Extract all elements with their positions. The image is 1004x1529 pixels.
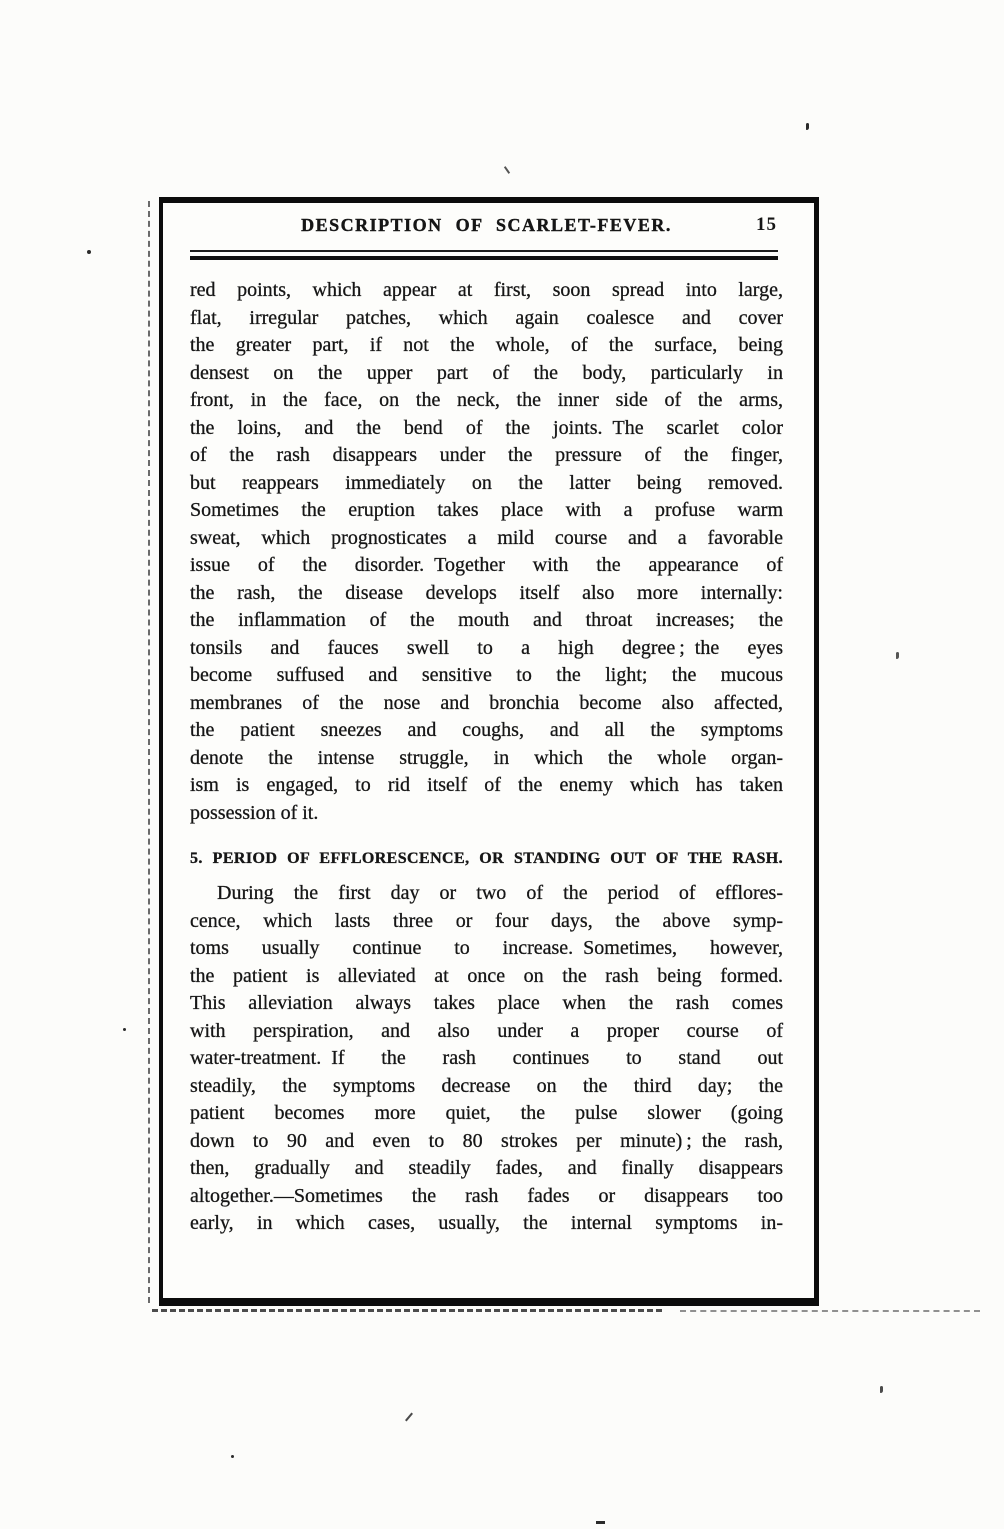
text-line: the inflammation of the mouth and throat increases; the	[190, 609, 783, 631]
section-heading: 5. PERIOD OF EFFLORESCENCE, OR STANDING OUT OF THE RASH.	[190, 850, 783, 867]
scan-speck	[596, 1521, 605, 1524]
scan-speck	[231, 1455, 234, 1458]
scan-speck	[87, 250, 91, 254]
text-line: ism is engaged, to rid itself of the enemy which has taken	[190, 774, 783, 796]
text-line: densest on the upper part of the body, particularly in	[190, 361, 783, 384]
text-line: the patient sneezes and coughs, and all the symptoms	[190, 719, 783, 741]
text-line: toms usually continue to increase. Sometimes, however,	[190, 937, 783, 959]
text-line: but reappears immediately on the latter being removed.	[190, 471, 783, 494]
text-line: Sometimes the eruption takes place with a profuse warm	[190, 499, 783, 521]
text-line: steadily, the symptoms decrease on the third day; the	[190, 1074, 783, 1097]
scan-speck	[405, 1413, 413, 1422]
text-line: cence, which lasts three or four days, the above symp-	[190, 909, 783, 932]
text-line: the greater part, if not the whole, of the surface, being	[190, 334, 783, 356]
text-line: issue of the disorder. Together with the appearance of	[190, 554, 783, 576]
text-line: tonsils and fauces swell to a high degree ; the eyes	[190, 636, 783, 659]
scan-speck	[896, 652, 899, 659]
text-line: denote the intense struggle, in which the whole organ-	[190, 746, 783, 769]
text-line: of the rash disappears under the pressure of the finger,	[190, 444, 783, 466]
scan-edge-line-left	[148, 201, 150, 1303]
page-number: 15	[756, 214, 777, 235]
scan-speck	[880, 1386, 883, 1393]
text-line: down to 90 and even to 80 strokes per minute) ; the rash,	[190, 1129, 783, 1152]
text-line: early, in which cases, usually, the internal symptoms in-	[190, 1212, 783, 1234]
running-header-title: DESCRIPTION OF SCARLET-FEVER.	[301, 215, 672, 235]
running-header	[190, 215, 783, 245]
text-line: This alleviation always takes place when the rash comes	[190, 992, 783, 1014]
scan-edge-line-bottom-2	[680, 1310, 980, 1312]
text-line: possession of it.	[190, 801, 319, 824]
text-line: During the first day or two of the period of efflores-	[217, 882, 783, 904]
text-line: become suffused and sensitive to the light; the mucous	[190, 664, 783, 686]
scan-speck	[504, 166, 510, 174]
text-line: the loins, and the bend of the joints. The scarlet color	[190, 416, 783, 439]
scan-edge-line-bottom	[152, 1309, 662, 1312]
paragraph-2	[190, 880, 783, 1238]
text-line: then, gradually and steadily fades, and finally disappears	[190, 1157, 783, 1179]
text-line: water-treatment. If the rash continues to stand out	[190, 1047, 783, 1069]
text-line: with perspiration, and also under a proper course of	[190, 1019, 783, 1042]
text-line: membranes of the nose and bronchia become also affected,	[190, 691, 783, 714]
scan-speck	[806, 123, 809, 130]
text-line: the patient is alleviated at once on the rash being formed.	[190, 964, 783, 987]
paragraph-1	[190, 277, 783, 827]
text-line: flat, irregular patches, which again coalesce and cover	[190, 306, 783, 329]
scan-speck	[123, 1028, 126, 1031]
page-border-frame	[159, 197, 819, 1306]
text-line: the rash, the disease develops itself also more internally:	[190, 581, 783, 604]
text-column	[190, 215, 783, 1238]
text-line: sweat, which prognosticates a mild course and a favorable	[190, 526, 783, 549]
text-line: red points, which appear at first, soon spread into large,	[190, 279, 783, 301]
text-line: patient becomes more quiet, the pulse slower (going	[190, 1102, 783, 1124]
text-line: altogether.—Sometimes the rash fades or disappears too	[190, 1184, 783, 1207]
text-line: front, in the face, on the neck, the inner side of the arms,	[190, 389, 783, 411]
header-rule	[190, 250, 778, 260]
